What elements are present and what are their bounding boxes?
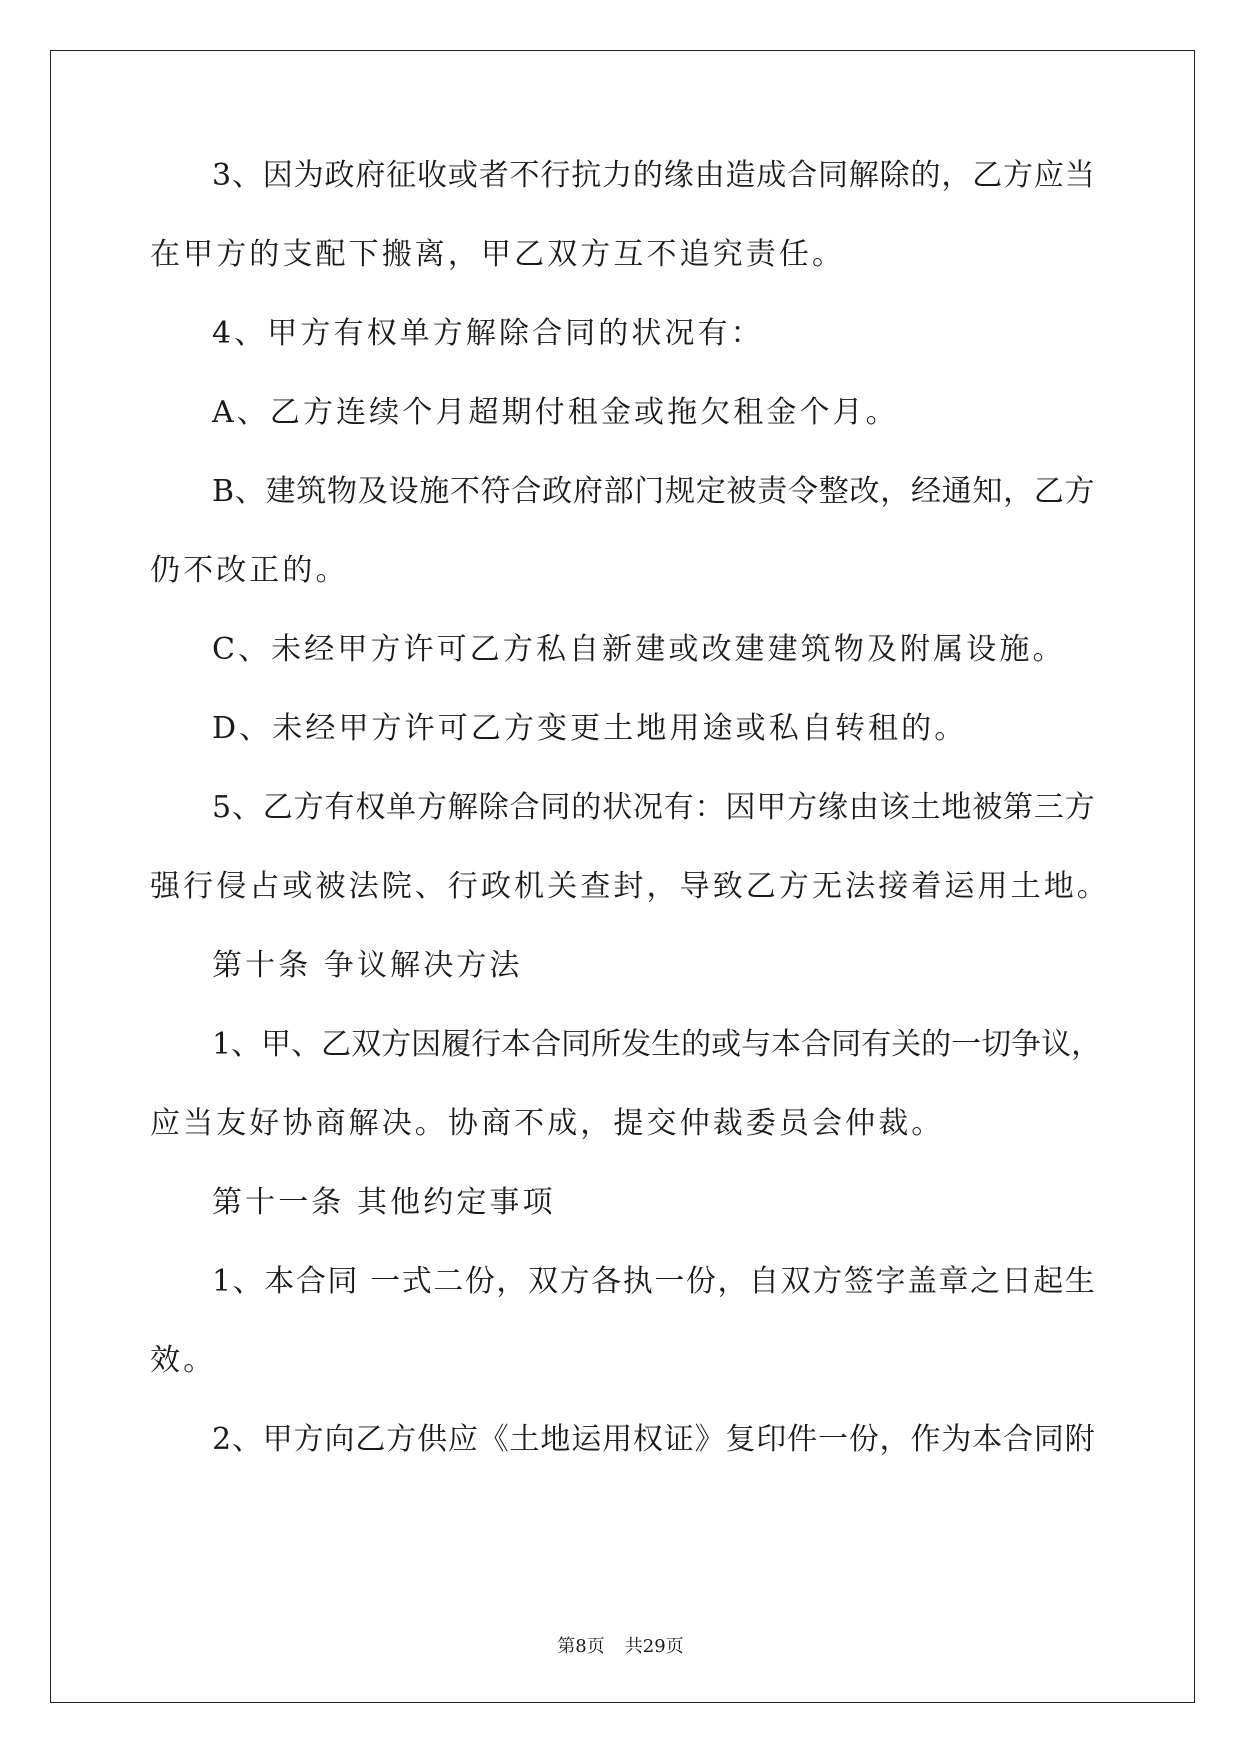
page-number: 第8页	[557, 1636, 605, 1657]
text-line: 第十条 争议解决方法	[212, 948, 523, 983]
page-footer	[0, 1632, 1241, 1658]
document-body	[150, 158, 1110, 1501]
text-line: 2 、 甲 方 向 乙 方 供 应 《 土 地 运 用 权 证 》 复 印 件 一 份 ， 作 为 本 合 同 附	[212, 1422, 1095, 1457]
text-line: 强行侵占或被法院、行政机关查封，导致乙方无法接着运用土地。	[150, 869, 1110, 904]
text-line: 5 、 乙 方 有 权 单 方 解 除 合 同 的 状 况 有 ： 因 甲 方 缘 由 该 土 地 被 第 三 方	[212, 790, 1095, 825]
text-line: C、未经甲方许可乙方私自新建或改建建筑物及附属设施。	[212, 632, 1066, 667]
text-line: 1 、 甲 、 乙 双 方 因 履 行 本 合 同 所 发 生 的 或 与 本 合 同 有 关 的 一 切 争 议 ，	[212, 1027, 1102, 1062]
page-total: 共29页	[624, 1636, 684, 1657]
text-line: 仍不改正的。	[150, 553, 349, 588]
text-line: 3 、 因 为 政 府 征 收 或 者 不 行 抗 力 的 缘 由 造 成 合 同 解 除 的 ， 乙 方 应 当	[212, 158, 1095, 193]
text-line: 效。	[150, 1343, 217, 1378]
text-line: 第十一条 其他约定事项	[212, 1185, 556, 1220]
text-line: 4、甲方有权单方解除合同的状况有：	[212, 316, 764, 351]
text-line: 1 、 本 合 同 一 式 二 份 ， 双 方 各 执 一 份 ， 自 双 方 签 字 盖 章 之 日 起 生	[212, 1264, 1095, 1299]
text-line: B 、 建 筑 物 及 设 施 不 符 合 政 府 部 门 规 定 被 责 令 整 改 ， 经 通 知 ， 乙 方	[212, 474, 1095, 509]
text-line: 应当友好协商解决。协商不成，提交仲裁委员会仲裁。	[150, 1106, 945, 1141]
text-line: 在甲方的支配下搬离，甲乙双方互不追究责任。	[150, 237, 846, 272]
text-line: D、未经甲方许可乙方变更土地用途或私自转租的。	[212, 711, 968, 746]
text-line: A、乙方连续个月超期付租金或拖欠租金个月。	[212, 395, 899, 430]
